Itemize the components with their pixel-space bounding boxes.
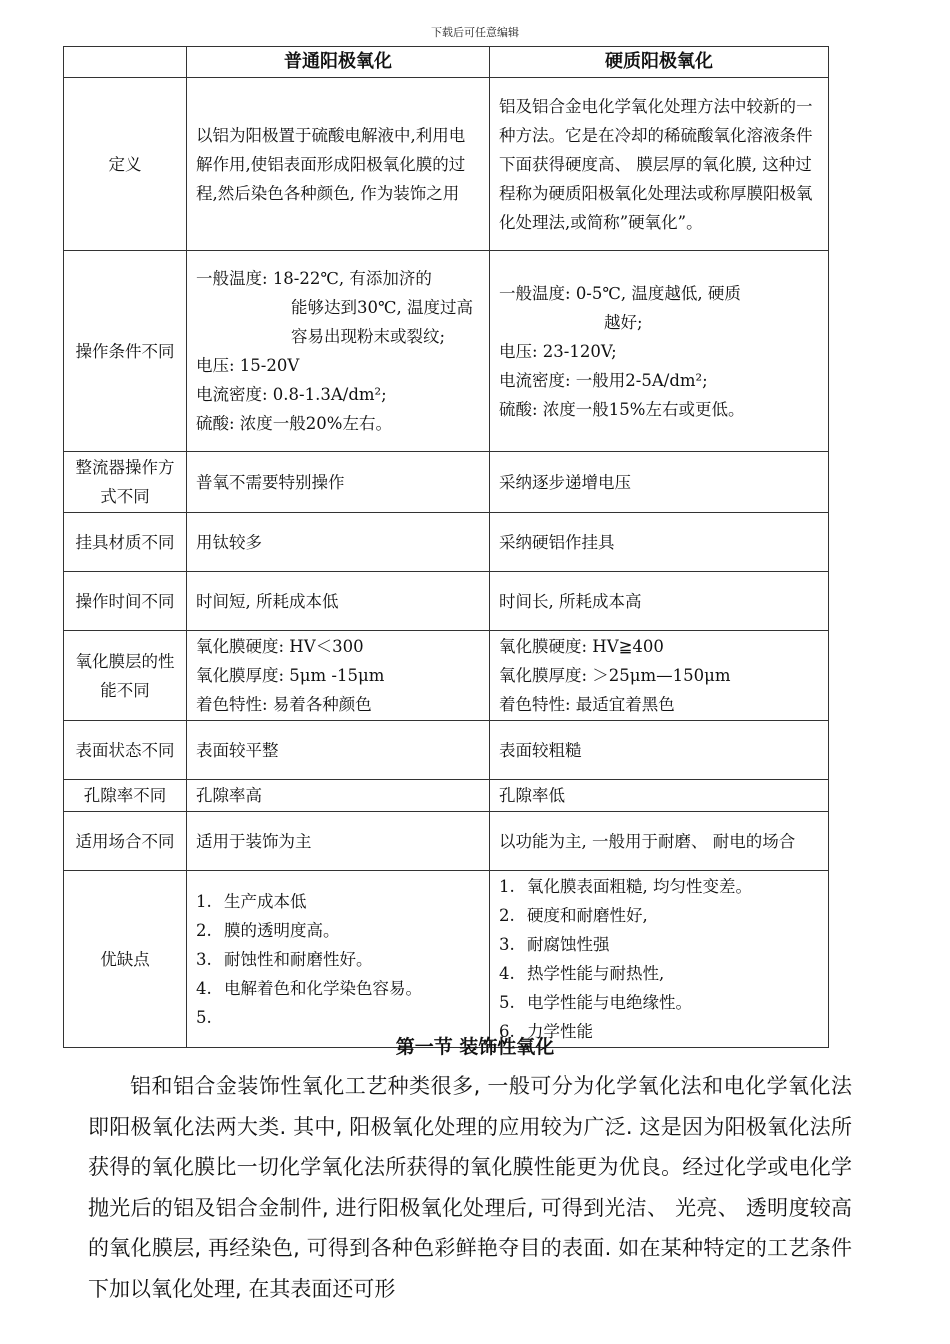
list-item: 4. 热学性能与耐热性, — [499, 964, 665, 983]
column-header-normal: 普通阳极氧化 — [187, 47, 490, 78]
table-header-row — [64, 47, 829, 78]
cell-hard — [490, 631, 829, 721]
temperature-line: 一般温度: 0-5℃, 温度越低, 硬质 — [499, 283, 741, 303]
current-density-line: 电流密度: 一般用2-5A/dm²; — [499, 370, 708, 390]
list-item: 1. 氧化膜表面粗糙, 均匀性变差。 — [499, 877, 752, 896]
cell-normal — [187, 871, 490, 1048]
section-title: 第一节 装饰性氧化 — [395, 1036, 555, 1058]
list-item: 5. 电学性能与电绝缘性。 — [499, 993, 692, 1012]
header-blank-cell — [64, 47, 187, 78]
cell-normal — [187, 251, 490, 452]
page-header: 下载后可任意编辑 — [431, 26, 519, 39]
row-label: 孔隙率不同 — [64, 780, 187, 812]
list-item: 2. 膜的透明度高。 — [196, 920, 340, 940]
row-label: 挂具材质不同 — [64, 513, 187, 572]
sulfuric-acid-line: 硫酸: 浓度一般20%左右。 — [196, 414, 392, 433]
coloring-property: 着色特性: 易着各种颜色 — [196, 695, 372, 714]
comparison-table — [63, 46, 829, 1048]
column-header-hard: 硬质阳极氧化 — [490, 47, 829, 78]
cell-normal: 用钛较多 — [187, 513, 490, 572]
table-row-conditions — [64, 251, 829, 452]
cell-normal: 表面较平整 — [187, 721, 490, 780]
cell-normal — [187, 631, 490, 721]
table-row-rack-material — [64, 513, 829, 572]
cell-hard: 孔隙率低 — [490, 780, 829, 812]
list-item: 2. 硬度和耐磨性好, — [499, 906, 648, 925]
cell-normal: 适用于装饰为主 — [187, 812, 490, 871]
sulfuric-acid-line: 硫酸: 浓度一般15%左右或更低。 — [499, 399, 745, 419]
coloring-property: 着色特性: 最适宜着黑色 — [499, 695, 675, 714]
cell-normal: 时间短, 所耗成本低 — [187, 572, 490, 631]
table-row-film-properties — [64, 631, 829, 721]
list-item: 3. 耐腐蚀性强 — [499, 935, 610, 954]
cell-hard: 采纳硬铝作挂具 — [490, 513, 829, 572]
film-thickness: 氧化膜厚度: 5μm -15μm — [196, 666, 385, 685]
film-hardness: 氧化膜硬度: HV＜300 — [196, 637, 364, 656]
list-item: 4. 电解着色和化学染色容易。 — [196, 978, 422, 998]
cell-normal: 孔隙率高 — [187, 780, 490, 812]
row-label: 优缺点 — [64, 871, 187, 1048]
row-label: 操作条件不同 — [64, 251, 187, 452]
voltage-line: 电压: 15-20V — [196, 356, 300, 375]
table-row-operation-time — [64, 572, 829, 631]
table-row-pros-cons — [64, 871, 829, 1048]
table-row-definition — [64, 78, 829, 251]
cell-hard: 采纳逐步递增电压 — [490, 452, 829, 513]
cell-normal: 普氧不需要特别操作 — [187, 452, 490, 513]
temperature-line: 一般温度: 18-22℃, 有添加济的 — [196, 269, 432, 288]
cell-hard: 铝及铝合金电化学氧化处理方法中较新的一种方法。它是在冷却的稀硫酸氧化溶液条件下面获得硬度高、 膜层厚的氧化膜, 这种过程称为硬质阳极氧化处理法或称厚膜阳极氧化处理法,或简称”硬氧化”。 — [490, 78, 829, 251]
row-label: 操作时间不同 — [64, 572, 187, 631]
pros-list-normal — [196, 887, 480, 1032]
body-paragraph: 铝和铝合金装饰性氧化工艺种类很多, 一般可分为化学氧化法和电化学氧化法即阳极氧化法两大类. 其中, 阳极氧化处理的应用较为广泛. 这是因为阳极氧化法所获得的氧化膜比一切化学氧化法所获得的氧化膜性能更为优良。经过化学或电化学抛光后的铝及铝合金制件, 进行阳极氧化处理后, 可得到光洁、 光亮、 透明度较高的氧化膜层, 再经染色, 可得到各种色彩鲜艳夺目的表面. 如在某种特定的工艺条件下加以氧化处理, 在其表面还可形 — [88, 1074, 852, 1301]
current-density-line: 电流密度: 0.8-1.3A/dm²; — [196, 385, 387, 404]
row-label: 整流器操作方式不同 — [64, 452, 187, 513]
table-row-surface-state — [64, 721, 829, 780]
film-thickness: 氧化膜厚度: ＞25μm—150μm — [499, 666, 731, 685]
pros-list-hard — [499, 872, 819, 1046]
list-item: 1. 生产成本低 — [196, 891, 307, 911]
cell-normal: 以铝为阳极置于硫酸电解液中,利用电解作用,使铝表面形成阳极氧化膜的过程,然后染色各种颜色, 作为装饰之用 — [187, 78, 490, 251]
list-item: 5. — [196, 1007, 212, 1027]
cell-hard — [490, 871, 829, 1048]
voltage-line: 电压: 23-120V; — [499, 341, 617, 361]
temperature-continued: 能够达到30℃, 温度过高容易出现粉末或裂纹; — [291, 298, 473, 346]
row-label: 定义 — [64, 78, 187, 251]
table-row-applications — [64, 812, 829, 871]
cell-hard: 表面较粗糙 — [490, 721, 829, 780]
list-item: 3. 耐蚀性和耐磨性好。 — [196, 949, 373, 969]
row-label: 氧化膜层的性能不同 — [64, 631, 187, 721]
cell-hard: 以功能为主, 一般用于耐磨、 耐电的场合 — [490, 812, 829, 871]
row-label: 表面状态不同 — [64, 721, 187, 780]
cell-hard — [490, 251, 829, 452]
cell-hard: 时间长, 所耗成本高 — [490, 572, 829, 631]
temperature-continued: 越好; — [604, 312, 643, 332]
list-item: 6. 力学性能 — [499, 1022, 593, 1041]
table-row-porosity — [64, 780, 829, 812]
row-label: 适用场合不同 — [64, 812, 187, 871]
film-hardness: 氧化膜硬度: HV≧400 — [499, 637, 664, 656]
table-row-rectifier — [64, 452, 829, 513]
